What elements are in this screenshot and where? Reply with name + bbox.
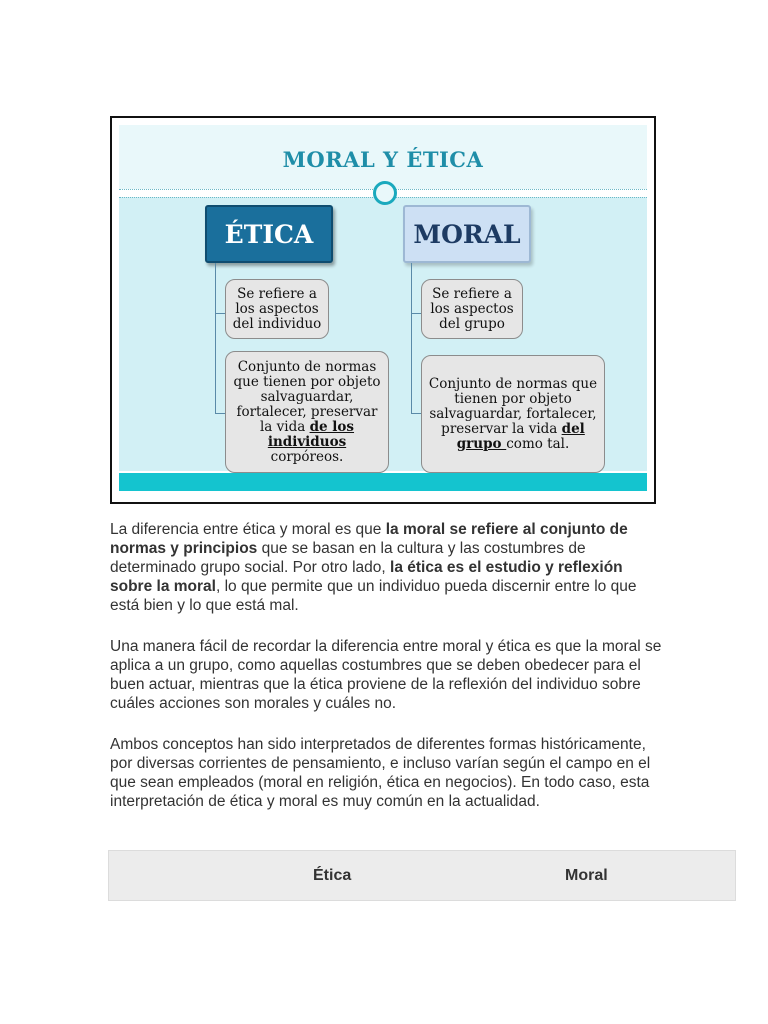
table-header-etica: Ética [313, 867, 352, 884]
etica-definition-box [225, 351, 389, 473]
diagram-title: MORAL Y ÉTICA [282, 147, 484, 172]
moral-connector [411, 313, 421, 314]
paragraph-interpretations: Ambos conceptos han sido interpretados de diferentes formas históricamente, por diversas corrientes de pensamiento, e incluso varían según el campo en el que sean empleados (moral en religión, ética en negocios). En todo caso, esta interpretación de ética y moral es muy común en la actualidad. [110, 736, 651, 810]
moral-connector [411, 413, 421, 414]
moral-definition-text: Conjunto de normas que tienen por objeto salvaguardar, fortalecer, preservar la vida del grupo como tal. [428, 375, 598, 452]
etica-connector [215, 313, 225, 314]
etica-heading-box: ÉTICA [205, 205, 333, 263]
paragraph-difference: La diferencia entre ética y moral es que la moral se refiere al conjunto de normas y principios que se basan en la cultura y las costumbres de determinado grupo social. Por otro lado, la ética es el estudio y reflexión sobre la moral, lo que permite que un individuo pueda discernir entre lo que está bien y lo que está mal. [110, 521, 637, 614]
diagram-footer-band [119, 473, 647, 491]
etica-definition-text: Conjunto de normas que tienen por objeto salvaguardar, fortalecer, preservar la vida de los individuos corpóreos. [233, 358, 381, 465]
table-header-moral: Moral [565, 867, 608, 884]
moral-connector [411, 263, 412, 413]
moral-definition-box [421, 355, 605, 473]
etica-connector [215, 263, 216, 413]
etica-connector [215, 413, 225, 414]
circle-ornament-icon [373, 181, 397, 205]
diagram-canvas [119, 125, 647, 495]
moral-aspect-box: Se refiere a los aspectos del grupo [421, 279, 523, 339]
etica-aspect-box: Se refiere a los aspectos del individuo [225, 279, 329, 339]
comparison-table-header [108, 850, 736, 901]
moral-etica-diagram [110, 116, 656, 504]
moral-heading-box: MORAL [403, 205, 531, 263]
paragraph-remember: Una manera fácil de recordar la diferencia entre moral y ética es que la moral se aplica a un grupo, como aquellas costumbres que se deben obedecer para el buen actuar, mientras que la ética proviene de la reflexión del individuo sobre cuáles acciones son morales y cuáles no. [110, 638, 662, 712]
